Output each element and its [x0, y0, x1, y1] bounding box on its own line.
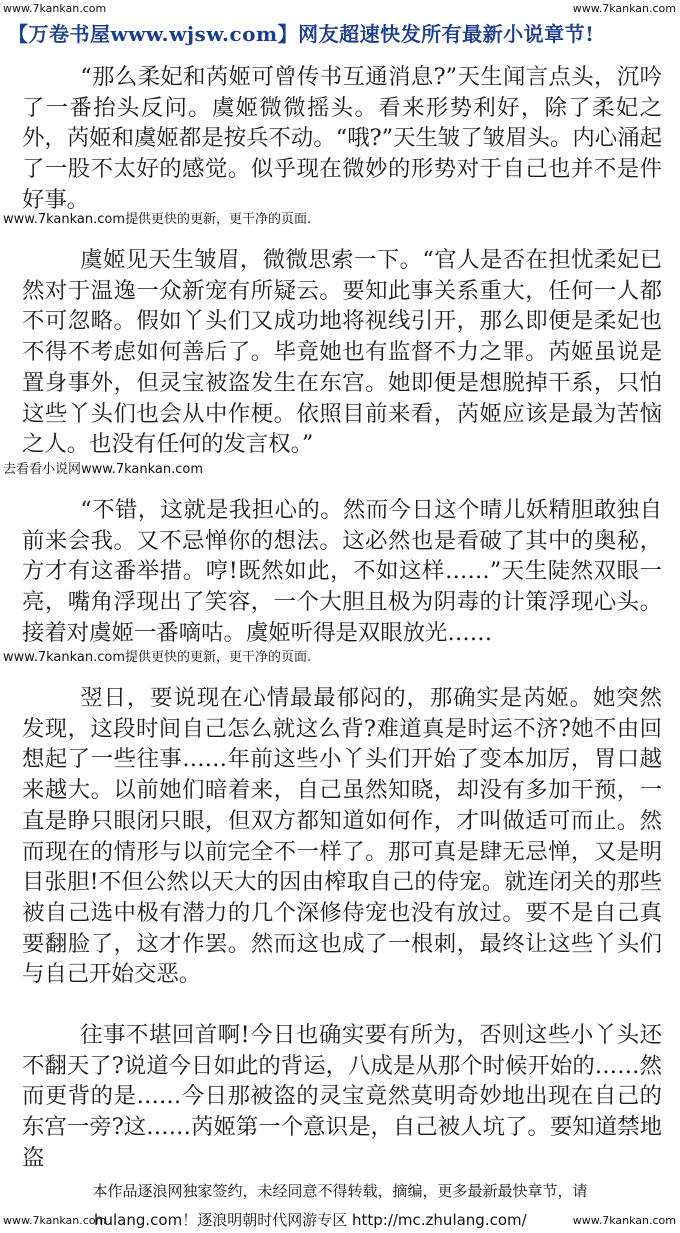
footer-copyright: 本作品逐浪网独家签约，未经同意不得转载，摘编，更多最新最快章节，请 — [92, 1182, 588, 1200]
watermark-bottom-right: www.7kankan.com — [572, 1214, 676, 1227]
watermark-top-left: www.7kankan.com — [3, 2, 107, 15]
paragraph: 翌日，要说现在心情最最郁闷的，那确实是芮姬。她突然发现，这段时间自己怎么就这么背?难道真是时运不济?她不由回想起了一些往事……年前这些小丫头们开始了变本加厉，胃口越来越大。以前她们暗着来，自己虽然知晓，却没有多加干预，一直是睁只眼闭只眼，但双方都知道如何作，才叫做适可而止。然而现在的情形与以前完全不一样了。那可真是肆无忌惮，又是明目张胆!不但公然以天大的因由榨取自己的侍宠。就连闭关的那些被自己选中极有潜力的几个深修侍宠也没有放过。要不是自己真要翻脸了，这才作罢。然而这也成了一根刺，最终让这些丫头们与自己开始交恶。 — [22, 685, 662, 988]
paragraph: 虞姬见天生皱眉，微微思索一下。“官人是否在担忧柔妃已然对于温逸一众新宠有所疑云。要知此事关系重大，任何一人都不可忽略。假如丫头们又成功地将视线引开，那么即便是柔妃也不得不考虑如何善后了。毕竟她也有监督不力之罪。芮姬虽说是置身事外，但灵宝被盗发生在东宫。她即便是想脱掉干系，只怕这些丫头们也会从中作梗。依照目前来看，芮姬应该是最为苦恼之人。也没有任何的发言权。” — [22, 247, 662, 458]
paragraph: “不错，这就是我担心的。然而今日这个晴儿妖精胆敢独自前来会我。又不忌惮你的想法。这必然也是看破了其中的奥秘，方才有这番举措。哼!既然如此，不如这样……”天生陡然双眼一亮，嘴角浮现出了笑容，一个大胆且极为阴毒的计策浮现心头。接着对虞姬一番嘀咕。虞姬听得是双眼放光…… — [22, 497, 662, 646]
site-notice[interactable]: 去看看小说网www.7kankan.com — [3, 462, 204, 477]
site-notice[interactable]: www.7kankan.com提供更快的更新，更干净的页面. — [3, 212, 312, 227]
site-banner[interactable]: 【万卷书屋www.wjsw.com】网友超速快发所有最新小说章节! — [8, 22, 595, 46]
watermark-bottom-left: www.7kankan.com — [3, 1214, 107, 1227]
site-notice[interactable]: www.7kankan.com提供更快的更新，更干净的页面. — [3, 650, 312, 665]
footer-link[interactable]: hulang.com！逐浪明朝时代网游专区 http://mc.zhulang.com/ — [94, 1211, 527, 1229]
paragraph: “那么柔妃和芮姬可曾传书互通消息?”天生闻言点头，沉吟了一番抬头反问。虞姬微微摇头。看来形势利好，除了柔妃之外，芮姬和虞姬都是按兵不动。“哦?”天生皱了皱眉头。内心涌起了一股不太好的感觉。似乎现在微妙的形势对于自己也并不是件好事。 — [22, 64, 662, 213]
paragraph: 往事不堪回首啊!今日也确实要有所为，否则这些小丫头还不翻天了?说道今日如此的背运，八成是从那个时候开始的……然而更背的是……今日那被盗的灵宝竟然莫明奇妙地出现在自己的东宫一旁?这……芮姬第一个意识是，自己被人坑了。要知道禁地盗 — [22, 1022, 662, 1171]
watermark-top-right: www.7kankan.com — [572, 2, 676, 15]
